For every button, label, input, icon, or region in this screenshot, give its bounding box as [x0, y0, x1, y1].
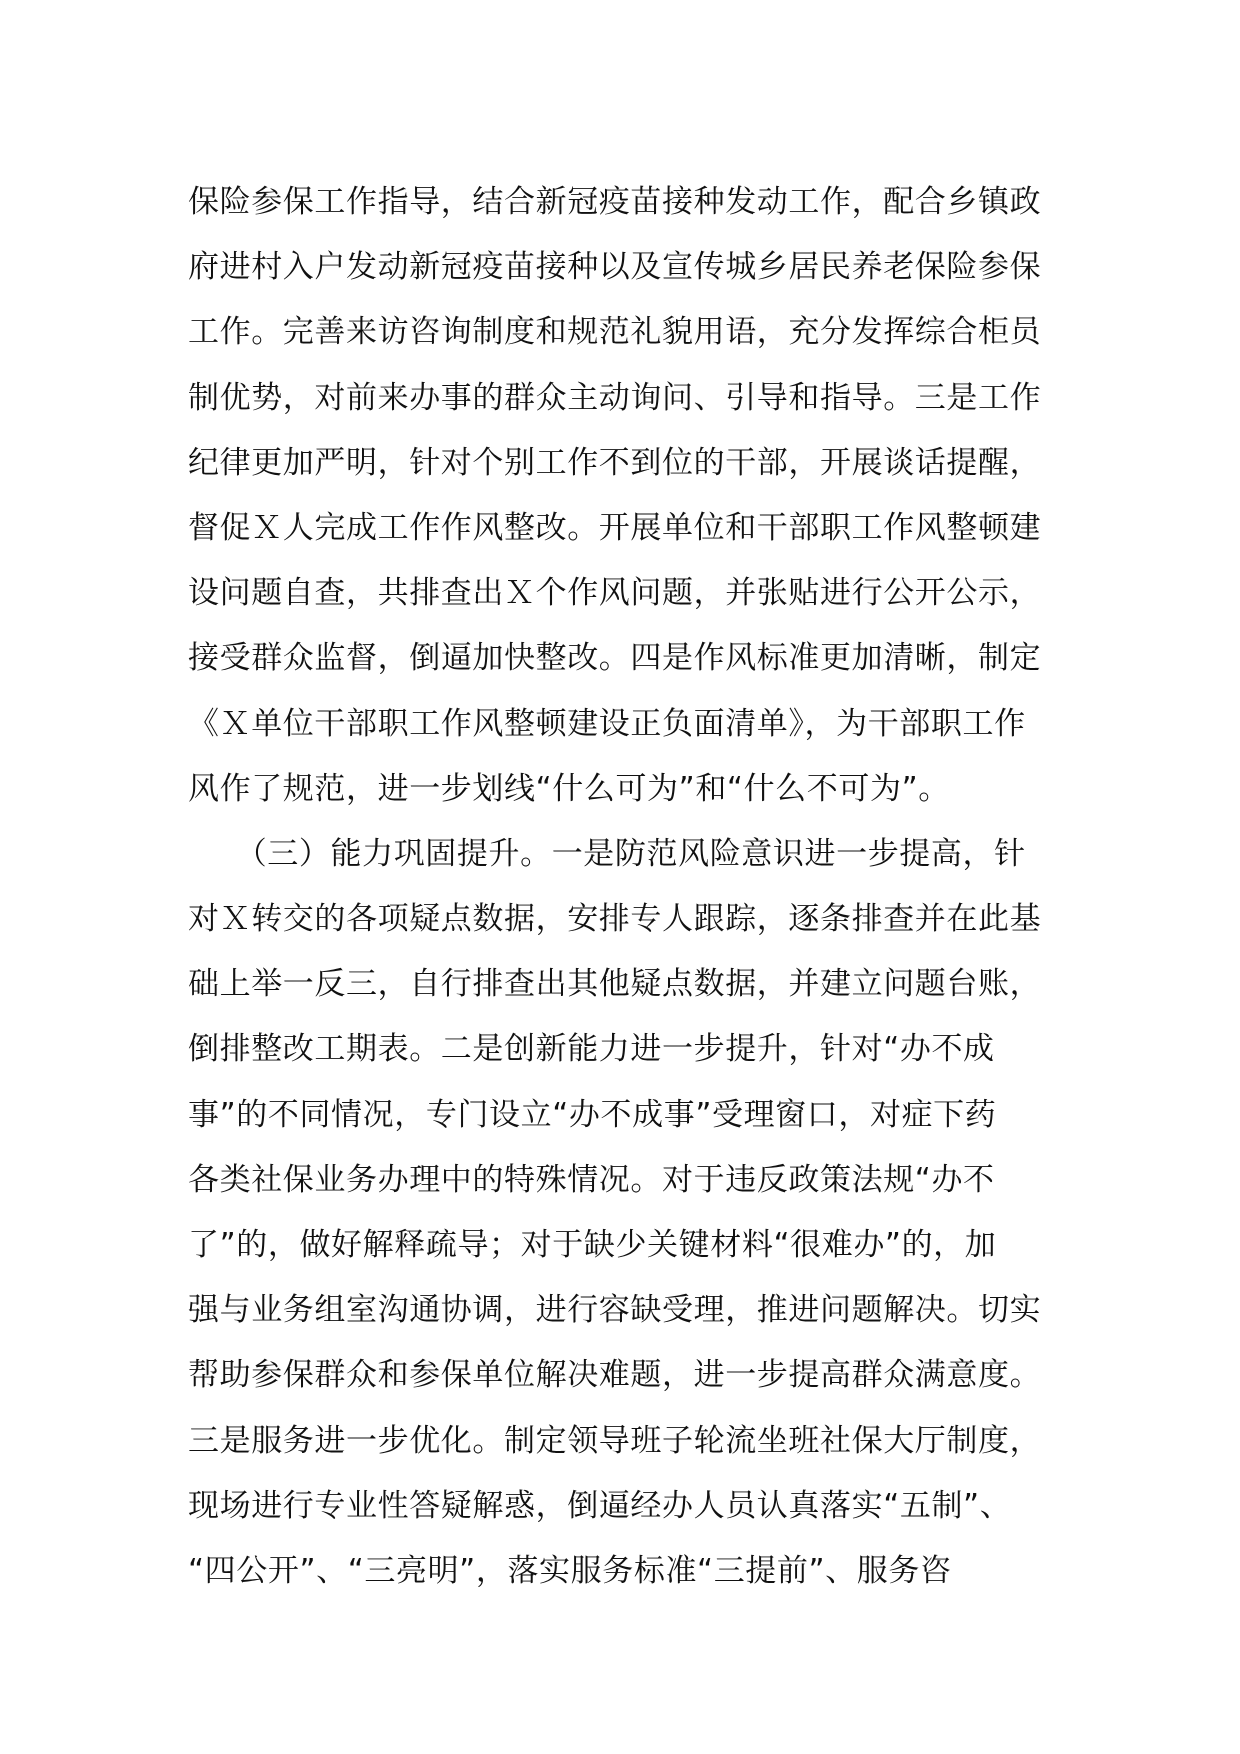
text-line: 保险参保工作指导，结合新冠疫苗接种发动工作，配合乡镇政 — [188, 184, 1042, 220]
text-line: 倒排整改工期表。二是创新能力进一步提升，针对“办不成 — [188, 1031, 995, 1068]
text-line: 制优势，对前来办事的群众主动询问、引导和指导。三是工作 — [188, 379, 1042, 416]
text-line: “四公开”、“三亮明”，落实服务标准“三提前”、服务咨 — [188, 1552, 952, 1589]
section-heading-line: （三）能力巩固提升。一是防范风险意识进一步提高，针 — [188, 835, 1026, 872]
text-line: 设问题自查，共排查出Ｘ个作风问题，并张贴进行公开公示， — [188, 575, 1042, 612]
text-line: 了”的，做好解释疏导；对于缺少关键材料“很难办”的，加 — [188, 1227, 997, 1263]
text-line: 风作了规范，进一步划线“什么可为”和“什么不可为”。 — [188, 770, 950, 807]
text-line: 现场进行专业性答疑解惑，倒逼经办人员认真落实“五制”、 — [188, 1487, 1012, 1524]
text-line: 府进村入户发动新冠疫苗接种以及宣传城乡居民养老保险参保 — [188, 249, 1042, 286]
text-line: 各类社保业务办理中的特殊情况。对于违反政策法规“办不 — [188, 1161, 995, 1198]
text-line: 工作。完善来访咨询制度和规范礼貌用语，充分发挥综合柜员 — [188, 314, 1042, 351]
text-line: 《Ｘ单位干部职工作风整顿建设正负面清单》，为干部职工作 — [188, 705, 1026, 742]
text-line: 事”的不同情况，专门设立“办不成事”受理窗口，对症下药 — [188, 1096, 997, 1133]
text-line: 接受群众监督，倒逼加快整改。四是作风标准更加清晰，制定 — [188, 640, 1042, 677]
body-text — [188, 170, 1058, 1604]
text-line: 强与业务组室沟通协调，进行容缺受理，推进问题解决。切实 — [188, 1292, 1042, 1329]
text-line: 纪律更加严明，针对个别工作不到位的干部，开展谈话提醒， — [188, 444, 1042, 481]
text-line: 础上举一反三，自行排查出其他疑点数据，并建立问题台账， — [188, 966, 1042, 1003]
text-line: 督促Ｘ人完成工作作风整改。开展单位和干部职工作风整顿建 — [188, 509, 1042, 546]
text-line: 三是服务进一步优化。制定领导班子轮流坐班社保大厅制度， — [188, 1422, 1042, 1459]
text-line: 对Ｘ转交的各项疑点数据，安排专人跟踪，逐条排查并在此基 — [188, 901, 1042, 938]
text-line: 帮助参保群众和参保单位解决难题，进一步提高群众满意度。 — [188, 1357, 1042, 1394]
